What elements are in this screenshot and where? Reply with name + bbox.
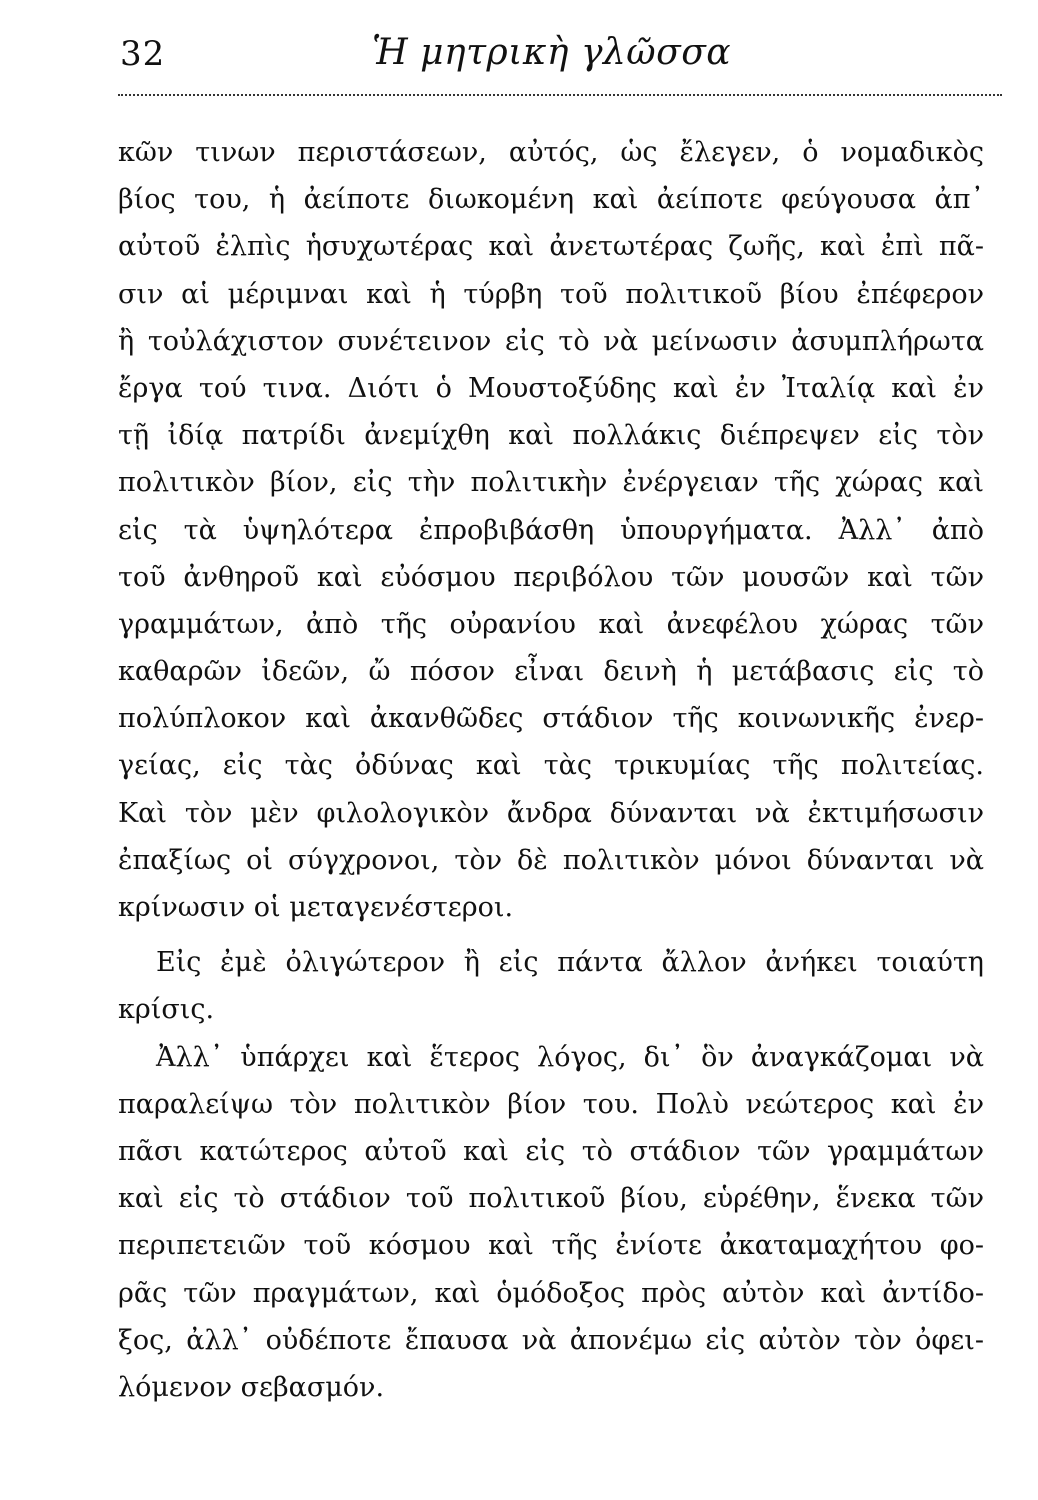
text-line: ἐπαξίως οἱ σύγχρονοι, τὸν δὲ πολιτικὸν μόνοι δύνανται νὰ [118,844,984,876]
paragraph-gap [118,931,984,939]
running-head-title: Ἡ μητρικὴ γλῶσσα [372,32,732,73]
text-line: Καὶ τὸν μὲν φιλολογικὸν ἄνδρα δύνανται νὰ ἐκτιμήσωσιν [118,797,984,829]
body-text [118,129,984,1411]
text-line: πολύπλοκον καὶ ἀκανθῶδες στάδιον τῆς κοινωνικῆς ἐνερ- [118,703,984,735]
text-line: τῇ ἰδίᾳ πατρίδι ἀνεμίχθη καὶ πολλάκις διέπρεψεν εἰς τὸν [118,420,984,452]
text-line: γείας, εἰς τὰς ὀδύνας καὶ τὰς τρικυμίας τῆς πολιτείας. [118,750,984,782]
text-line: κῶν τινων περιστάσεων, αὐτός, ὡς ἔλεγεν, ὁ νομαδικὸς [118,137,984,168]
page-number: 32 [120,34,166,74]
text-line: γραμμάτων, ἀπὸ τῆς οὐρανίου καὶ ἀνεφέλου χώρας τῶν [118,608,984,640]
text-line: ξος, ἀλλ᾽ οὐδέποτε ἔπαυσα νὰ ἀπονέμω εἰς αὐτὸν τὸν ὀφει- [118,1324,984,1356]
text-line: παραλείψω τὸν πολιτικὸν βίον του. Πολὺ νεώτερος καὶ ἐν [118,1088,984,1120]
text-line: εἰς τὰ ὑψηλότερα ἐπροβιβάσθη ὑπουργήματα. Ἀλλ᾽ ἀπὸ [118,514,984,546]
text-line: κρίνωσιν οἱ μεταγενέστεροι. [118,892,514,923]
text-line: πολιτικὸν βίον, εἰς τὴν πολιτικὴν ἐνέργειαν τῆς χώρας καὶ [118,467,984,499]
text-line: ρᾶς τῶν πραγμάτων, καὶ ὁμόδοξος πρὸς αὐτὸν καὶ ἀντίδο- [118,1277,984,1309]
text-line: κρίσις. [118,994,215,1026]
text-line: περιπετειῶν τοῦ κόσμου καὶ τῆς ἐνίοτε ἀκαταμαχήτου φο- [118,1230,984,1262]
text-line: αὐτοῦ ἐλπὶς ἡσυχωτέρας καὶ ἀνετωτέρας ζωῆς, καὶ ἐπὶ πᾶ- [118,231,984,263]
text-line: καθαρῶν ἰδεῶν, ὤ πόσον εἶναι δεινὴ ἡ μετάβασις εἰς τὸ [118,656,984,688]
text-line: Ἀλλ᾽ ὑπάρχει καὶ ἕτερος λόγος, δι᾽ ὃν ἀναγκάζομαι νὰ [156,1041,984,1073]
text-line: πᾶσι κατώτερος αὐτοῦ καὶ εἰς τὸ στάδιον τῶν γραμμάτων [118,1135,984,1167]
text-line: τοῦ ἀνθηροῦ καὶ εὐόσμου περιβόλου τῶν μουσῶν καὶ τῶν [118,561,984,593]
text-line: σιν αἱ μέριμναι καὶ ἡ τύρβη τοῦ πολιτικοῦ βίου ἐπέφερον [118,278,984,310]
text-line: ἔργα τού τινα. Διότι ὁ Μουστοξύδης καὶ ἐν Ἰταλίᾳ καὶ ἐν [118,372,984,404]
header-rule [118,94,1002,96]
text-line: βίος του, ἡ ἀείποτε διωκομένη καὶ ἀείποτε φεύγουσα ἀπ᾽ [118,184,984,216]
text-line: Εἰς ἐμὲ ὀλιγώτερον ἢ εἰς πάντα ἄλλον ἀνήκει τοιαύτη [156,947,984,979]
text-line: λόμενον σεβασμόν. [118,1371,385,1403]
text-line: ἢ τοὐλάχιστον συνέτεινον εἰς τὸ νὰ μείνωσιν ἀσυμπλήρωτα [118,325,984,357]
text-line: καὶ εἰς τὸ στάδιον τοῦ πολιτικοῦ βίου, εὑρέθην, ἕνεκα τῶν [118,1183,984,1215]
